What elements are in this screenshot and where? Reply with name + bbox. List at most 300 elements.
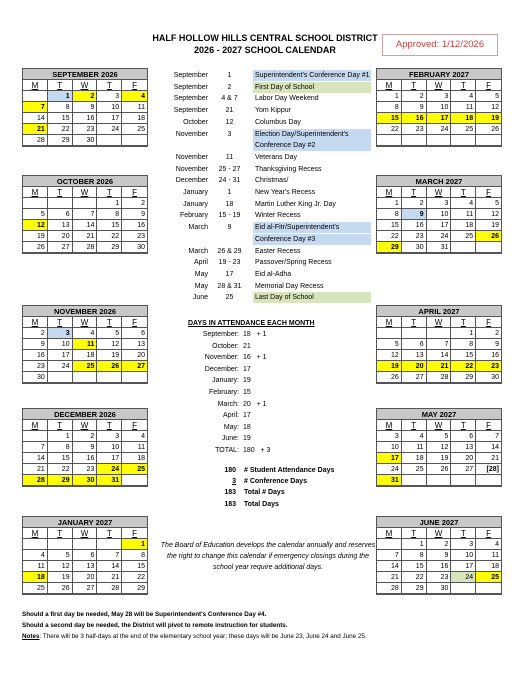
day-cell — [48, 198, 73, 209]
day-cell: 4 — [451, 198, 476, 209]
attendance-heading: DAYS IN ATTENDANCE EACH MONTH — [188, 320, 315, 327]
attendance-count: 21 — [243, 342, 251, 350]
day-cell: 15 — [97, 220, 122, 231]
weekday-label: T — [402, 80, 427, 91]
event-date: 2 — [227, 83, 232, 91]
weekday-header — [23, 187, 147, 198]
month-title: SEPTEMBER 2026 — [23, 69, 147, 80]
day-cell: 25 — [402, 464, 427, 475]
day-cell — [97, 372, 122, 383]
event-title: Martin Luther King Jr. Day — [255, 200, 336, 208]
event-title: New Year's Recess — [255, 189, 316, 196]
day-cell: 27 — [48, 242, 73, 253]
day-cell: 22 — [97, 231, 122, 242]
weekday-header — [23, 528, 147, 539]
attendance-row — [175, 364, 295, 375]
event-title: Election Day/Superintendent's — [253, 129, 371, 140]
day-grid — [23, 328, 147, 383]
day-cell: 31 — [97, 475, 122, 486]
day-cell: 22 — [48, 464, 73, 475]
weekday-label: T — [48, 187, 73, 198]
day-cell — [122, 372, 147, 383]
weekday-label: F — [132, 529, 138, 538]
day-cell: 11 — [23, 561, 48, 572]
day-cell: 18 — [476, 561, 501, 572]
day-cell: 10 — [427, 209, 452, 220]
weekday-label: F — [486, 318, 492, 327]
weekday-header — [377, 187, 501, 198]
weekday-label: M — [23, 80, 48, 91]
day-cell — [476, 475, 501, 486]
day-cell — [476, 583, 501, 594]
attendance-count: 16 + 1 — [243, 354, 267, 362]
day-cell: 19 — [23, 231, 48, 242]
day-cell: 16 — [23, 350, 48, 361]
day-cell: 15 — [451, 350, 476, 361]
day-cell: 8 — [97, 209, 122, 220]
day-grid — [377, 328, 501, 383]
day-cell: 29 — [402, 583, 427, 594]
day-cell: 26 — [427, 464, 452, 475]
event-date: 21 — [225, 107, 234, 115]
day-cell: 20 — [73, 572, 98, 583]
day-cell: 5 — [377, 339, 402, 350]
weekday-label: F — [486, 529, 492, 538]
day-cell: 23 — [73, 124, 98, 135]
attendance-count: 20 + 1 — [243, 400, 267, 408]
event-month: June — [192, 294, 208, 302]
day-cell: 2 — [122, 198, 147, 209]
day-cell — [427, 135, 452, 146]
weekday-header — [23, 80, 147, 91]
event-title: Eid al-Adha — [255, 270, 292, 278]
attendance-row — [175, 352, 295, 363]
month-calendar-jun — [376, 516, 502, 595]
event-row — [165, 281, 375, 292]
weekday-header — [23, 420, 147, 431]
day-cell — [73, 198, 98, 209]
weekday-label: M — [23, 317, 48, 328]
day-cell: 17 — [427, 220, 452, 231]
attendance-count: 18 + 1 — [243, 331, 267, 338]
day-cell — [451, 475, 476, 486]
day-cell: 7 — [23, 442, 48, 453]
month-calendar-apr — [376, 305, 502, 384]
event-row — [165, 246, 375, 257]
weekday-label: W — [73, 80, 98, 91]
day-cell: 22 — [451, 361, 476, 372]
day-cell: 10 — [97, 102, 122, 113]
day-cell: 2 — [73, 431, 98, 442]
day-cell: 9 — [402, 102, 427, 113]
day-cell: 21 — [23, 124, 48, 135]
event-title: Veterans Day — [255, 153, 298, 161]
day-cell: 11 — [73, 339, 98, 350]
weekday-label: M — [377, 420, 402, 431]
day-cell: 23 — [476, 361, 501, 372]
day-cell: 13 — [451, 442, 476, 453]
day-cell: 12 — [48, 561, 73, 572]
day-cell: 16 — [402, 113, 427, 124]
day-cell: 17 — [451, 561, 476, 572]
day-cell: 12 — [476, 209, 501, 220]
day-cell: 25 — [122, 124, 147, 135]
attendance-row — [175, 341, 295, 352]
day-cell: 29 — [451, 372, 476, 383]
day-cell: 3 — [427, 91, 452, 102]
weekday-label: T — [97, 528, 122, 539]
day-cell: 13 — [122, 339, 147, 350]
day-cell — [23, 431, 48, 442]
day-cell: 4 — [122, 91, 147, 102]
month-calendar-oct — [22, 175, 148, 254]
day-cell: 31 — [427, 242, 452, 253]
day-cell: 18 — [451, 220, 476, 231]
footer-line-1: Should a first day be needed, May 28 will be Superintendent's Conference Day #4. — [22, 611, 267, 618]
event-title: First Day of School — [253, 82, 371, 93]
day-cell: 6 — [122, 328, 147, 339]
month-title: DECEMBER 2026 — [23, 409, 147, 420]
event-date: 3 — [227, 130, 232, 138]
day-cell: 4 — [402, 431, 427, 442]
attendance-count: 18 — [243, 423, 251, 431]
day-cell: 4 — [476, 539, 501, 550]
event-date: 11 — [225, 153, 234, 161]
day-cell: 2 — [476, 328, 501, 339]
day-cell: 8 — [48, 442, 73, 453]
day-cell: 26 — [23, 242, 48, 253]
day-cell: 18 — [73, 350, 98, 361]
month-title: FEBRUARY 2027 — [377, 69, 501, 80]
day-cell: 9 — [402, 209, 427, 220]
event-title: Last Day of School — [253, 292, 371, 303]
day-cell: 28 — [73, 242, 98, 253]
day-cell: 1 — [48, 91, 73, 102]
day-cell: 7 — [476, 431, 501, 442]
event-row — [165, 187, 375, 198]
day-cell: 30 — [122, 242, 147, 253]
attendance-count: 180 + 3 — [243, 447, 271, 454]
day-cell: 29 — [377, 242, 402, 253]
day-cell: 3 — [97, 431, 122, 442]
total-label: # Student Attendance Days — [244, 467, 335, 474]
weekday-label: W — [427, 187, 452, 198]
attendance-month: March: — [217, 400, 239, 408]
day-cell: 15 — [48, 453, 73, 464]
day-cell — [402, 328, 427, 339]
day-cell — [97, 135, 122, 146]
day-cell: 30 — [476, 372, 501, 383]
day-cell: 24 — [427, 231, 452, 242]
event-row — [165, 129, 375, 140]
day-cell: 22 — [122, 572, 147, 583]
event-date: 4 & 7 — [221, 95, 238, 103]
event-month: November — [175, 130, 208, 138]
day-cell: 22 — [402, 572, 427, 583]
day-cell: 10 — [451, 550, 476, 561]
day-cell: 21 — [377, 572, 402, 583]
day-cell — [377, 539, 402, 550]
event-month: September — [173, 95, 208, 103]
day-cell: 2 — [402, 91, 427, 102]
day-cell: 1 — [377, 91, 402, 102]
day-cell: 23 — [73, 464, 98, 475]
day-cell: 6 — [73, 550, 98, 561]
weekday-label: W — [427, 420, 452, 431]
event-month: April — [193, 259, 208, 267]
day-cell: 29 — [122, 583, 147, 594]
event-date: 17 — [225, 270, 234, 278]
day-cell: 26 — [476, 231, 501, 242]
day-cell: 1 — [451, 328, 476, 339]
day-cell — [23, 198, 48, 209]
event-title: Thanksgiving Recess — [255, 165, 322, 173]
weekday-label: T — [48, 80, 73, 91]
weekday-label: T — [402, 187, 427, 198]
day-cell — [48, 372, 73, 383]
day-cell: 27 — [73, 583, 98, 594]
weekday-label: F — [132, 81, 138, 90]
day-cell: 18 — [451, 113, 476, 124]
weekday-label: F — [486, 421, 492, 430]
weekday-label: F — [486, 81, 492, 90]
day-cell: 3 — [377, 431, 402, 442]
day-cell: 17 — [48, 350, 73, 361]
event-title: Eid al-Fitr/Superintendent's — [253, 222, 371, 233]
day-cell: 18 — [23, 572, 48, 583]
total-number: 3 — [232, 478, 236, 486]
total-number: 180 — [224, 467, 236, 474]
attendance-month: April: — [223, 412, 239, 420]
day-cell: 8 — [48, 102, 73, 113]
event-date: 28 & 31 — [217, 282, 242, 290]
day-cell: 5 — [476, 198, 501, 209]
day-cell: 25 — [73, 361, 98, 372]
event-month: December — [175, 177, 208, 185]
event-title: Columbus Day — [255, 118, 301, 126]
event-row — [165, 70, 375, 81]
weekday-label: T — [97, 317, 122, 328]
day-cell: 14 — [23, 113, 48, 124]
day-cell: 23 — [402, 231, 427, 242]
day-cell: 14 — [476, 442, 501, 453]
day-cell: 11 — [476, 550, 501, 561]
day-cell — [23, 91, 48, 102]
notes-text: : There will be 3 half-days at the end of the elementary school year; these days will be June 23, June 24 and June 25. — [39, 633, 367, 640]
day-grid — [377, 539, 501, 594]
day-cell: 26 — [377, 372, 402, 383]
day-cell: 30 — [23, 372, 48, 383]
event-row — [165, 175, 375, 186]
day-cell: 26 — [476, 124, 501, 135]
weekday-label: F — [132, 318, 138, 327]
day-cell: 28 — [427, 372, 452, 383]
footer-notes — [22, 633, 367, 640]
month-calendar-feb — [376, 68, 502, 147]
day-cell: 8 — [377, 102, 402, 113]
event-row — [165, 152, 375, 163]
day-cell: 20 — [451, 453, 476, 464]
weekday-label: M — [377, 528, 402, 539]
day-cell: 28 — [97, 583, 122, 594]
total-row — [200, 501, 279, 508]
weekday-label: W — [427, 317, 452, 328]
day-cell: 22 — [377, 124, 402, 135]
day-cell: 4 — [122, 431, 147, 442]
event-title: Memorial Day Recess — [255, 282, 324, 290]
day-cell — [402, 475, 427, 486]
weekday-label: F — [132, 421, 138, 430]
day-cell: 23 — [122, 231, 147, 242]
day-cell: 5 — [97, 328, 122, 339]
event-month: September — [173, 72, 208, 79]
event-month: October — [183, 118, 208, 126]
day-cell: 20 — [402, 361, 427, 372]
month-calendar-jan — [22, 516, 148, 595]
weekday-label: T — [451, 187, 476, 198]
day-cell — [122, 135, 147, 146]
day-cell: 6 — [48, 209, 73, 220]
day-cell: 1 — [97, 198, 122, 209]
day-cell: 15 — [48, 113, 73, 124]
weekday-header — [377, 80, 501, 91]
weekday-label: M — [377, 187, 402, 198]
day-cell — [73, 539, 98, 550]
day-cell: 7 — [377, 550, 402, 561]
day-grid — [377, 91, 501, 146]
attendance-month: June: — [221, 435, 239, 443]
attendance-row — [175, 375, 295, 386]
attendance-count: 17 — [243, 365, 251, 373]
weekday-label: W — [73, 528, 98, 539]
day-cell: 8 — [402, 550, 427, 561]
day-cell: 14 — [73, 220, 98, 231]
day-cell: 10 — [97, 442, 122, 453]
day-cell: 14 — [377, 561, 402, 572]
day-cell: 15 — [122, 561, 147, 572]
event-date: 1 — [227, 189, 232, 196]
day-cell: 31 — [377, 475, 402, 486]
weekday-label: W — [427, 528, 452, 539]
weekday-label: T — [48, 420, 73, 431]
event-month: January — [183, 200, 208, 208]
day-cell: 7 — [23, 102, 48, 113]
weekday-label: T — [402, 528, 427, 539]
event-date: 25 — [225, 294, 234, 302]
day-cell: 11 — [451, 209, 476, 220]
day-cell: 12 — [23, 220, 48, 231]
day-cell — [476, 242, 501, 253]
event-month: March — [188, 224, 208, 232]
day-cell: 4 — [23, 550, 48, 561]
day-cell: 11 — [122, 442, 147, 453]
day-cell: 25 — [476, 572, 501, 583]
day-cell: 23 — [23, 361, 48, 372]
event-date: 12 — [225, 118, 234, 126]
day-cell: 13 — [48, 220, 73, 231]
event-row — [165, 82, 375, 93]
day-cell: 12 — [476, 102, 501, 113]
attendance-month: May: — [223, 423, 239, 431]
weekday-label: M — [23, 528, 48, 539]
weekday-label: F — [132, 188, 138, 197]
event-month: February — [179, 212, 208, 220]
weekday-label: M — [23, 420, 48, 431]
day-cell: 3 — [427, 198, 452, 209]
day-cell: 12 — [377, 350, 402, 361]
month-title: MAY 2027 — [377, 409, 501, 420]
day-cell: 16 — [73, 113, 98, 124]
attendance-month: TOTAL: — [215, 447, 239, 454]
day-cell: 17 — [427, 113, 452, 124]
day-cell: 14 — [23, 453, 48, 464]
total-row — [200, 478, 307, 485]
weekday-label: T — [48, 528, 73, 539]
day-cell: 12 — [427, 442, 452, 453]
day-grid — [23, 539, 147, 594]
day-cell: 10 — [48, 339, 73, 350]
attendance-row — [175, 399, 295, 410]
day-cell: 23 — [402, 124, 427, 135]
day-cell: 5 — [23, 209, 48, 220]
day-cell: 3 — [451, 539, 476, 550]
day-cell: 20 — [122, 350, 147, 361]
day-cell: 28 — [23, 135, 48, 146]
day-cell: 10 — [377, 442, 402, 453]
day-cell: 2 — [427, 539, 452, 550]
event-row — [165, 210, 375, 221]
month-calendar-sep — [22, 68, 148, 147]
day-cell — [451, 135, 476, 146]
day-cell: 9 — [73, 442, 98, 453]
month-title: APRIL 2027 — [377, 306, 501, 317]
day-cell: 17 — [377, 453, 402, 464]
day-cell: 5 — [476, 91, 501, 102]
event-month: September — [173, 107, 208, 115]
day-grid — [23, 198, 147, 253]
day-cell: 16 — [402, 220, 427, 231]
day-cell: 14 — [97, 561, 122, 572]
day-cell: 19 — [476, 113, 501, 124]
month-calendar-dec — [22, 408, 148, 487]
weekday-header — [23, 317, 147, 328]
month-calendar-mar — [376, 175, 502, 254]
day-cell: 22 — [377, 231, 402, 242]
day-cell: 16 — [122, 220, 147, 231]
weekday-label: T — [97, 187, 122, 198]
day-cell: 26 — [48, 583, 73, 594]
day-cell: 15 — [377, 113, 402, 124]
day-cell: 19 — [427, 453, 452, 464]
event-title: Christmas/ — [255, 177, 289, 185]
weekday-label: M — [377, 80, 402, 91]
weekday-label: T — [451, 420, 476, 431]
day-cell: 28 — [377, 583, 402, 594]
day-cell: 7 — [73, 209, 98, 220]
day-cell: 24 — [427, 124, 452, 135]
day-cell: 29 — [48, 475, 73, 486]
day-cell: 3 — [48, 328, 73, 339]
day-cell: 7 — [427, 339, 452, 350]
month-calendar-nov — [22, 305, 148, 384]
day-cell — [23, 539, 48, 550]
event-row — [165, 292, 375, 303]
notes-label: Notes — [22, 633, 40, 640]
day-cell: 9 — [122, 209, 147, 220]
day-cell: 15 — [377, 220, 402, 231]
day-cell: 25 — [122, 464, 147, 475]
event-row — [165, 199, 375, 210]
